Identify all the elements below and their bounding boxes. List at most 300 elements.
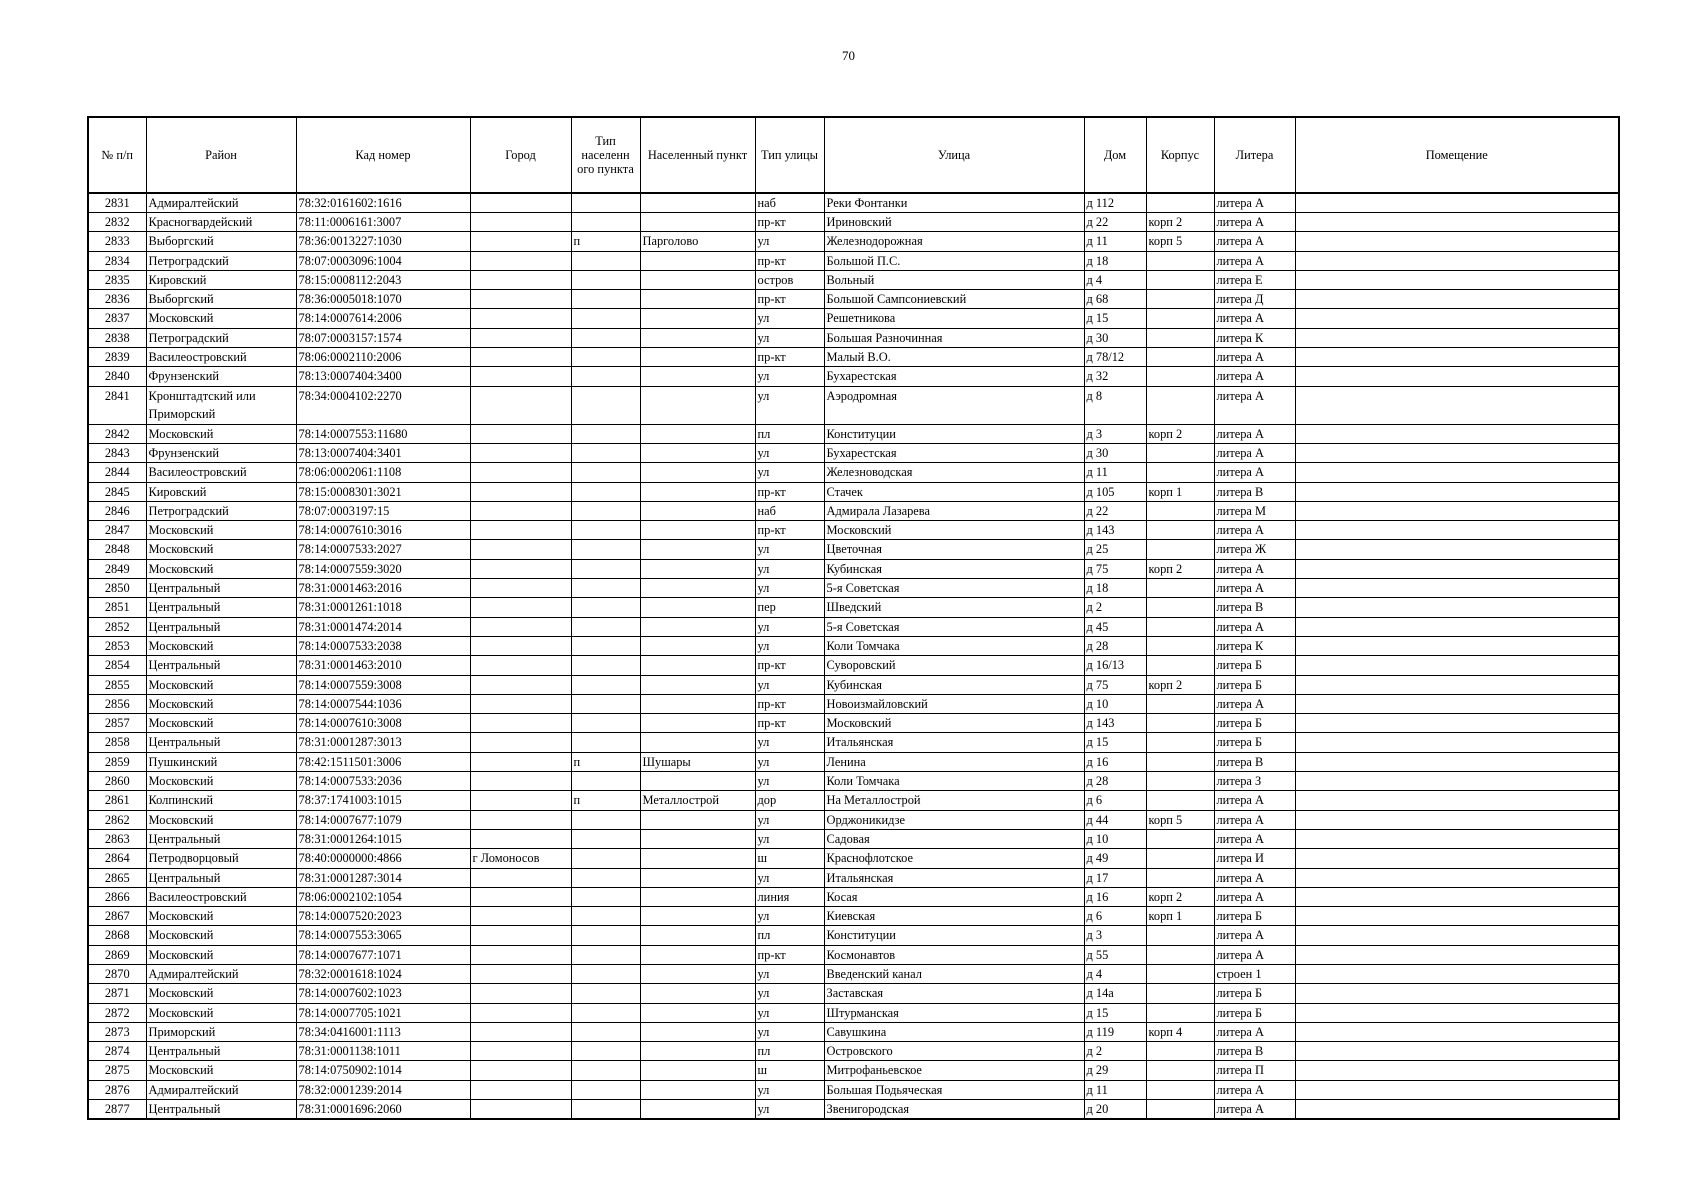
table-cell (571, 772, 640, 791)
table-cell (1146, 733, 1214, 752)
table-cell (470, 1003, 571, 1022)
table-cell: 78:36:0005018:1070 (296, 290, 470, 309)
table-row (88, 656, 1619, 675)
header-row (88, 117, 1619, 193)
table-cell: Московский (146, 1061, 296, 1080)
table-cell (470, 694, 571, 713)
table-cell: пр-кт (755, 656, 824, 675)
table-cell: литера А (1214, 868, 1295, 887)
table-cell: пр-кт (755, 213, 824, 232)
table-cell (1295, 945, 1619, 964)
table-cell: 78:36:0013227:1030 (296, 232, 470, 251)
table-cell (640, 579, 755, 598)
table-cell: дор (755, 791, 824, 810)
table-cell: д 143 (1084, 714, 1146, 733)
table-cell: д 11 (1084, 232, 1146, 251)
table-cell: литера Б (1214, 714, 1295, 733)
table-cell: Железнодорожная (824, 232, 1084, 251)
table-cell: 2847 (88, 521, 146, 540)
table-cell (571, 367, 640, 386)
table-cell: Парголово (640, 232, 755, 251)
column-header: Город (470, 117, 571, 193)
table-cell (640, 521, 755, 540)
table-cell (470, 328, 571, 347)
table-cell (571, 675, 640, 694)
table-cell: ул (755, 772, 824, 791)
table-cell: Московский (146, 984, 296, 1003)
table-cell: д 112 (1084, 193, 1146, 213)
table-cell: д 10 (1084, 694, 1146, 713)
table-row (88, 501, 1619, 520)
table-cell (571, 559, 640, 578)
table-cell (1295, 733, 1619, 752)
table-cell: 78:31:0001696:2060 (296, 1100, 470, 1120)
table-row (88, 309, 1619, 328)
table-cell: корп 1 (1146, 482, 1214, 501)
table-cell: 2858 (88, 733, 146, 752)
table-row (88, 348, 1619, 367)
table-cell: литера А (1214, 1022, 1295, 1041)
table-cell: литера Е (1214, 270, 1295, 289)
table-cell (571, 617, 640, 636)
table-cell: 78:31:0001474:2014 (296, 617, 470, 636)
table-cell: 2853 (88, 636, 146, 655)
table-row (88, 1042, 1619, 1061)
column-header: Район (146, 117, 296, 193)
table-cell (571, 328, 640, 347)
table-cell: 2856 (88, 694, 146, 713)
table-cell (1295, 617, 1619, 636)
table-cell: линия (755, 887, 824, 906)
table-cell (571, 810, 640, 829)
table-cell (640, 598, 755, 617)
table-cell: 78:14:0750902:1014 (296, 1061, 470, 1080)
table-cell (640, 829, 755, 848)
table-row (88, 829, 1619, 848)
table-cell: 78:42:1511501:3006 (296, 752, 470, 771)
table-cell: 2876 (88, 1080, 146, 1099)
table-cell: Звенигородская (824, 1100, 1084, 1120)
table-cell (470, 540, 571, 559)
table-row (88, 945, 1619, 964)
table-cell: ул (755, 463, 824, 482)
table-cell: 78:32:0161602:1616 (296, 193, 470, 213)
table-cell: ул (755, 579, 824, 598)
table-cell (1146, 540, 1214, 559)
table-cell: литера А (1214, 251, 1295, 270)
table-cell (640, 772, 755, 791)
table-cell: 2864 (88, 849, 146, 868)
table-row (88, 521, 1619, 540)
table-cell (640, 617, 755, 636)
table-cell: литера К (1214, 328, 1295, 347)
table-cell (470, 733, 571, 752)
table-cell: Московский (824, 521, 1084, 540)
table-cell: д 3 (1084, 424, 1146, 443)
table-cell: пр-кт (755, 290, 824, 309)
table-cell: д 119 (1084, 1022, 1146, 1041)
table-cell: д 16 (1084, 752, 1146, 771)
table-cell: корп 2 (1146, 213, 1214, 232)
table-cell: Стачек (824, 482, 1084, 501)
table-cell (1146, 270, 1214, 289)
table-cell: Орджоникидзе (824, 810, 1084, 829)
table-cell: д 18 (1084, 579, 1146, 598)
table-cell (571, 907, 640, 926)
table-cell: д 15 (1084, 309, 1146, 328)
table-cell (470, 348, 571, 367)
table-cell: 2846 (88, 501, 146, 520)
table-cell: Савушкина (824, 1022, 1084, 1041)
table-cell (1295, 849, 1619, 868)
table-cell: литера А (1214, 424, 1295, 443)
table-cell (1295, 772, 1619, 791)
table-cell: д 18 (1084, 251, 1146, 270)
table-cell (640, 675, 755, 694)
table-cell (1295, 290, 1619, 309)
table-cell (470, 309, 571, 328)
table-cell (1295, 984, 1619, 1003)
table-cell (1146, 772, 1214, 791)
table-cell: литера А (1214, 309, 1295, 328)
table-cell (571, 1003, 640, 1022)
table-cell: Адмиралтейский (146, 193, 296, 213)
table-cell: Центральный (146, 617, 296, 636)
table-cell: Итальянская (824, 733, 1084, 752)
table-cell (640, 482, 755, 501)
table-cell (571, 251, 640, 270)
table-cell (571, 733, 640, 752)
table-cell: литера В (1214, 752, 1295, 771)
table-row (88, 791, 1619, 810)
table-cell: 2848 (88, 540, 146, 559)
table-cell (571, 887, 640, 906)
table-cell: литера А (1214, 887, 1295, 906)
table-cell (640, 945, 755, 964)
table-cell: пр-кт (755, 482, 824, 501)
table-cell (1146, 290, 1214, 309)
column-header: Тип улицы (755, 117, 824, 193)
table-cell: Коли Томчака (824, 772, 1084, 791)
table-cell: д 30 (1084, 328, 1146, 347)
table-cell: Московский (146, 521, 296, 540)
table-cell: Колпинский (146, 791, 296, 810)
table-cell (640, 213, 755, 232)
table-cell: Митрофаньевское (824, 1061, 1084, 1080)
table-cell: Московский (146, 636, 296, 655)
table-cell: 2872 (88, 1003, 146, 1022)
table-cell: литера А (1214, 1080, 1295, 1099)
table-cell: ул (755, 309, 824, 328)
table-cell: литера А (1214, 1100, 1295, 1120)
table-cell: ул (755, 328, 824, 347)
table-cell: ш (755, 849, 824, 868)
table-cell (640, 251, 755, 270)
table-cell: 2862 (88, 810, 146, 829)
table-cell: 78:07:0003157:1574 (296, 328, 470, 347)
table-cell (640, 984, 755, 1003)
table-cell: ул (755, 636, 824, 655)
table-cell: 2844 (88, 463, 146, 482)
table-cell: Василеостровский (146, 463, 296, 482)
table-cell (1146, 443, 1214, 462)
table-row (88, 598, 1619, 617)
table-cell: д 28 (1084, 772, 1146, 791)
table-cell (571, 193, 640, 213)
table-cell (640, 1080, 755, 1099)
table-cell: 78:11:0006161:3007 (296, 213, 470, 232)
table-row (88, 907, 1619, 926)
table-cell (470, 964, 571, 983)
table-cell: Фрунзенский (146, 443, 296, 462)
table-cell: ул (755, 868, 824, 887)
table-cell (571, 540, 640, 559)
table-cell: 2855 (88, 675, 146, 694)
table-cell: д 28 (1084, 636, 1146, 655)
table-cell: литера Б (1214, 984, 1295, 1003)
table-row (88, 290, 1619, 309)
table-cell (1146, 926, 1214, 945)
table-cell (1295, 1003, 1619, 1022)
table-cell (640, 367, 755, 386)
table-cell: Конституции (824, 424, 1084, 443)
table-cell (1146, 328, 1214, 347)
table-cell: 78:32:0001618:1024 (296, 964, 470, 983)
table-row (88, 1022, 1619, 1041)
table-cell: 78:34:0416001:1113 (296, 1022, 470, 1041)
table-cell (571, 501, 640, 520)
table-cell (571, 309, 640, 328)
table-cell (640, 714, 755, 733)
table-cell: литера Б (1214, 656, 1295, 675)
table-cell: Садовая (824, 829, 1084, 848)
table-cell: 2875 (88, 1061, 146, 1080)
table-cell: литера А (1214, 617, 1295, 636)
page-number: 70 (842, 48, 855, 63)
table-cell: Петроградский (146, 251, 296, 270)
table-cell: Ириновский (824, 213, 1084, 232)
table-cell (640, 290, 755, 309)
table-cell (470, 926, 571, 945)
table-cell (1146, 193, 1214, 213)
table-cell: 78:14:0007559:3008 (296, 675, 470, 694)
table-cell: 78:14:0007533:2036 (296, 772, 470, 791)
table-cell: Центральный (146, 1042, 296, 1061)
table-header (88, 117, 1619, 193)
table-row (88, 443, 1619, 462)
table-cell: д 6 (1084, 907, 1146, 926)
column-header: Литера (1214, 117, 1295, 193)
table-cell (1146, 501, 1214, 520)
column-header: № п/п (88, 117, 146, 193)
table-cell (571, 521, 640, 540)
table-cell: 2836 (88, 290, 146, 309)
table-cell (1146, 463, 1214, 482)
table-row (88, 1003, 1619, 1022)
table-cell: корп 2 (1146, 559, 1214, 578)
table-cell: Введенский канал (824, 964, 1084, 983)
table-cell: литера З (1214, 772, 1295, 791)
table-cell: литера А (1214, 559, 1295, 578)
table-cell (571, 443, 640, 462)
table-cell (1295, 926, 1619, 945)
table-cell: Большой П.С. (824, 251, 1084, 270)
table-cell: 78:34:0004102:2270 (296, 386, 470, 424)
table-cell (1146, 829, 1214, 848)
table-row (88, 559, 1619, 578)
table-cell: д 3 (1084, 926, 1146, 945)
table-cell (470, 984, 571, 1003)
table-cell: корп 2 (1146, 887, 1214, 906)
table-cell: 2837 (88, 309, 146, 328)
table-cell: 78:07:0003096:1004 (296, 251, 470, 270)
table-cell (571, 984, 640, 1003)
table-cell: Петроградский (146, 501, 296, 520)
table-row (88, 617, 1619, 636)
table-cell: ул (755, 232, 824, 251)
table-cell: ул (755, 829, 824, 848)
table-cell: 78:14:0007677:1079 (296, 810, 470, 829)
table-cell: 2833 (88, 232, 146, 251)
table-cell: 78:31:0001264:1015 (296, 829, 470, 848)
table-cell (470, 714, 571, 733)
table-cell (640, 424, 755, 443)
table-cell: Кировский (146, 482, 296, 501)
table-cell: Островского (824, 1042, 1084, 1061)
table-cell (1146, 579, 1214, 598)
table-cell: корп 5 (1146, 810, 1214, 829)
table-cell: ул (755, 559, 824, 578)
table-cell: корп 2 (1146, 424, 1214, 443)
table-cell: 78:14:0007610:3008 (296, 714, 470, 733)
table-cell: 2867 (88, 907, 146, 926)
table-cell: д 20 (1084, 1100, 1146, 1120)
table-cell: 78:15:0008301:3021 (296, 482, 470, 501)
table-cell: 78:31:0001287:3013 (296, 733, 470, 752)
table-cell: д 25 (1084, 540, 1146, 559)
table-cell (470, 1042, 571, 1061)
table-cell: 2841 (88, 386, 146, 424)
table-cell (470, 232, 571, 251)
table-cell: 78:31:0001287:3014 (296, 868, 470, 887)
table-cell (571, 945, 640, 964)
table-cell: д 68 (1084, 290, 1146, 309)
table-cell (1295, 540, 1619, 559)
table-row (88, 367, 1619, 386)
table-cell (1146, 1100, 1214, 1120)
table-cell: Заставская (824, 984, 1084, 1003)
table-cell: д 16/13 (1084, 656, 1146, 675)
table-cell: 2849 (88, 559, 146, 578)
table-row (88, 579, 1619, 598)
table-cell: 2832 (88, 213, 146, 232)
table-cell (1146, 636, 1214, 655)
table-cell (640, 348, 755, 367)
table-cell: г Ломоносов (470, 849, 571, 868)
table-cell (470, 521, 571, 540)
table-cell: литера А (1214, 945, 1295, 964)
table-cell (1295, 1100, 1619, 1120)
table-cell: остров (755, 270, 824, 289)
table-cell: п (571, 232, 640, 251)
table-cell (470, 907, 571, 926)
table-cell: Московский (146, 309, 296, 328)
table-cell: Цветочная (824, 540, 1084, 559)
table-cell: 78:07:0003197:15 (296, 501, 470, 520)
table-cell: литера А (1214, 463, 1295, 482)
table-cell (470, 829, 571, 848)
table-cell: пл (755, 926, 824, 945)
table-cell (571, 598, 640, 617)
table-cell (1295, 829, 1619, 848)
table-row (88, 424, 1619, 443)
table-cell: Аэродромная (824, 386, 1084, 424)
table-cell: 2839 (88, 348, 146, 367)
table-row (88, 984, 1619, 1003)
table-cell: ул (755, 617, 824, 636)
table-cell: Центральный (146, 1100, 296, 1120)
table-cell: Центральный (146, 829, 296, 848)
table-row (88, 463, 1619, 482)
table-cell: 2860 (88, 772, 146, 791)
column-header: Кад номер (296, 117, 470, 193)
table-cell: пр-кт (755, 251, 824, 270)
table-cell (1295, 386, 1619, 424)
table-cell: д 75 (1084, 675, 1146, 694)
table-cell: Кубинская (824, 559, 1084, 578)
table-cell: Московский (146, 926, 296, 945)
table-cell (470, 386, 571, 424)
table-cell (640, 1022, 755, 1041)
table-cell: корп 1 (1146, 907, 1214, 926)
table-cell (1295, 328, 1619, 347)
table-cell: Петродворцовый (146, 849, 296, 868)
table-cell: д 29 (1084, 1061, 1146, 1080)
table-cell: пр-кт (755, 348, 824, 367)
table-cell (470, 1022, 571, 1041)
table-cell (1295, 309, 1619, 328)
table-cell: 78:14:0007520:2023 (296, 907, 470, 926)
table-cell (1295, 810, 1619, 829)
table-cell: Центральный (146, 868, 296, 887)
table-cell: 78:13:0007404:3400 (296, 367, 470, 386)
table-cell: литера К (1214, 636, 1295, 655)
table-cell (1295, 1042, 1619, 1061)
table-cell (571, 213, 640, 232)
table-cell (640, 926, 755, 945)
table-cell: пр-кт (755, 694, 824, 713)
table-cell: д 14а (1084, 984, 1146, 1003)
table-cell: Кубинская (824, 675, 1084, 694)
table-cell (1295, 501, 1619, 520)
table-cell: д 22 (1084, 501, 1146, 520)
table-cell: д 2 (1084, 598, 1146, 617)
table-cell: д 30 (1084, 443, 1146, 462)
table-cell (1295, 251, 1619, 270)
table-cell (640, 1100, 755, 1120)
table-cell: Московский (146, 810, 296, 829)
table-row (88, 386, 1619, 424)
table-cell: п (571, 791, 640, 810)
table-cell: Московский (146, 1003, 296, 1022)
table-cell: наб (755, 193, 824, 213)
table-cell (640, 1003, 755, 1022)
table-cell (1146, 984, 1214, 1003)
table-cell: д 105 (1084, 482, 1146, 501)
table-cell: 2843 (88, 443, 146, 462)
table-cell: Василеостровский (146, 887, 296, 906)
table-cell (571, 1100, 640, 1120)
